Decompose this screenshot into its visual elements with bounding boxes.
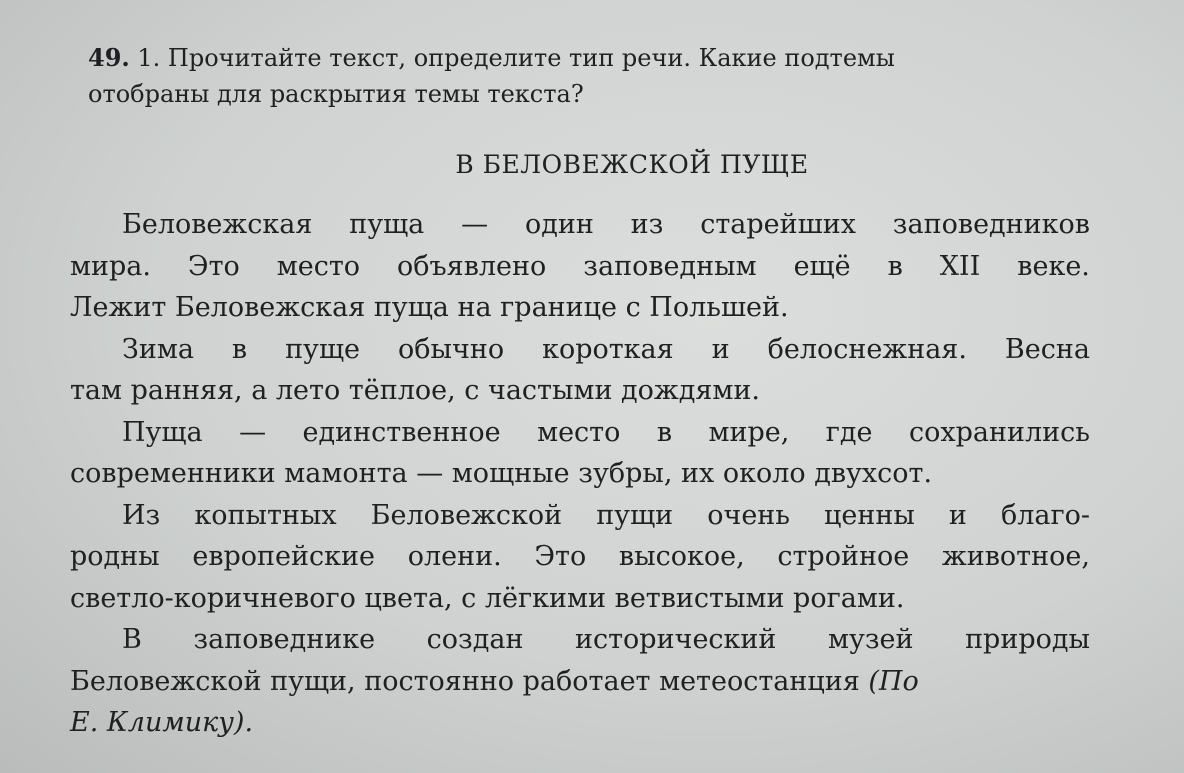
paragraph-line: Зима в пуще обычно короткая и белоснежная. Весна xyxy=(122,333,1090,365)
paragraph-line: Из копытных Беловежской пущи очень ценны и благо- xyxy=(122,499,1090,531)
paragraph-line: светло-коричневого цвета, с лёгкими ветвистыми рогами. xyxy=(70,582,905,614)
text-title: В БЕЛОВЕЖСКОЙ ПУЩЕ xyxy=(455,150,809,179)
task-instruction xyxy=(88,40,1088,112)
task-number: 49. xyxy=(88,43,130,72)
task-text-line-2: отобраны для раскрытия темы текста? xyxy=(88,80,584,108)
paragraph-line: Пуща — единственное место в мире, где сохранились xyxy=(122,416,1090,448)
author-attribution-end: Е. Климику). xyxy=(70,707,254,738)
paragraph-line: Беловежской пущи, постоянно работает метеостанция xyxy=(70,665,860,697)
task-text-line-1: 1. Прочитайте текст, определите тип речи. Какие подтемы xyxy=(137,44,895,72)
paragraph-4 xyxy=(70,495,1090,620)
paragraph-line: Беловежская пуща — один из старейших заповедников xyxy=(122,209,1090,240)
paragraph-line: родны европейские олени. Это высокое, стройное животное, xyxy=(70,541,1090,572)
paragraph-line: Лежит Беловежская пуща на границе с Польшей. xyxy=(70,292,789,323)
paragraph-line-with-author xyxy=(70,661,1090,703)
paragraph-line: современники мамонта — мощные зубры, их около двухсот. xyxy=(70,458,933,489)
author-attribution-start: (По xyxy=(868,665,919,697)
paragraph-5 xyxy=(70,619,1090,744)
paragraph-line: В заповеднике создан исторический музей природы xyxy=(122,624,1090,655)
paragraph-line: мира. Это место объявлено заповедным ещё в XII веке. xyxy=(70,250,1090,282)
text-title-container xyxy=(0,150,1184,179)
paragraph-2 xyxy=(70,329,1090,412)
paragraph-1 xyxy=(70,204,1090,329)
reading-text xyxy=(70,204,1090,744)
paragraph-line: там ранняя, а лето тёплое, с частыми дождями. xyxy=(70,375,761,406)
paragraph-3 xyxy=(70,412,1090,495)
